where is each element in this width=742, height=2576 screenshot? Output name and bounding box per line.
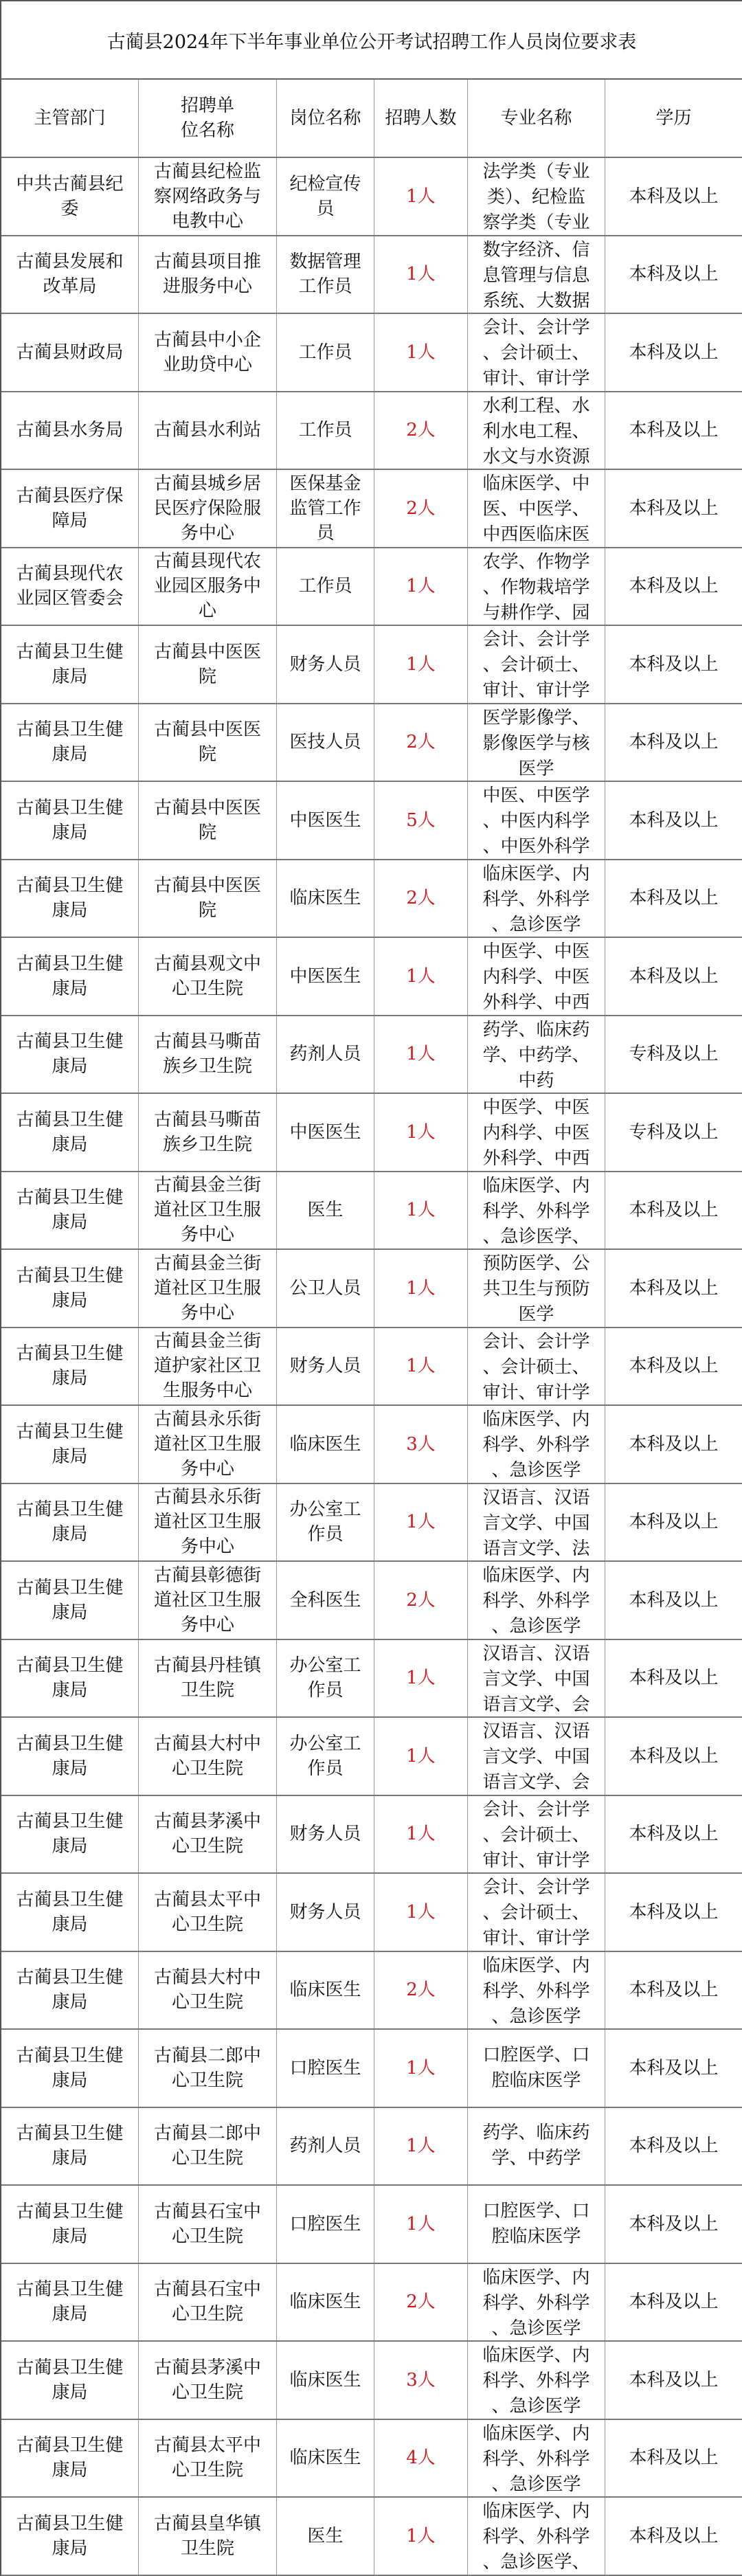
major-cell: 法学类（专业 类）、纪检监 察学类（专业	[468, 158, 605, 235]
post-cell: 办公室工 作员	[277, 1484, 374, 1561]
count-cell: 1人	[374, 1328, 468, 1405]
table-row	[1, 2264, 742, 2342]
major-cell: 口腔医学、口 腔临床医学	[468, 2030, 605, 2107]
table-row	[1, 782, 742, 860]
unit-cell: 古蔺县茅溪中 心卫生院	[139, 1796, 277, 1873]
education-cell: 本科及以上	[629, 732, 719, 753]
unit-cell: 古蔺县观文中 心卫生院	[139, 938, 277, 1015]
post-cell: 药剂人员	[277, 1016, 374, 1093]
table-row	[1, 1718, 742, 1796]
major-cell: 临床医学、内 科学、外科学 、急诊医学、	[468, 2498, 605, 2575]
count-cell: 1人	[374, 2498, 468, 2575]
table-row	[1, 548, 742, 627]
post-cell: 财务人员	[277, 1874, 374, 1951]
unit-cell: 古蔺县中小企 业助贷中心	[139, 314, 277, 391]
unit-cell: 古蔺县马嘶苗 族乡卫生院	[139, 1016, 277, 1093]
table-header-row	[1, 80, 742, 158]
unit-cell: 古蔺县二郎中 心卫生院	[139, 2030, 277, 2107]
count-cell: 2人	[374, 392, 468, 469]
dept-cell: 古蔺县卫生健 康局	[1, 704, 139, 781]
table-row	[1, 2030, 742, 2108]
dept-cell: 古蔺县现代农 业园区管委会	[1, 548, 139, 625]
post-cell: 全科医生	[277, 1562, 374, 1639]
unit-cell: 古蔺县项目推 进服务中心	[139, 236, 277, 313]
post-cell: 医技人员	[277, 704, 374, 781]
dept-cell: 古蔺县卫生健 康局	[1, 782, 139, 859]
dept-cell: 古蔺县卫生健 康局	[1, 860, 139, 937]
major-cell: 中医学、中医 内科学、中医 外科学、中西	[468, 938, 605, 1015]
dept-cell: 古蔺县卫生健 康局	[1, 1796, 139, 1873]
major-cell: 药学、临床药 学、中药学	[468, 2108, 605, 2185]
post-cell: 中医医生	[277, 1094, 374, 1171]
count-cell: 1人	[374, 2186, 468, 2263]
education-cell: 本科及以上	[629, 186, 719, 207]
dept-cell: 古蔺县水务局	[1, 392, 139, 469]
major-cell: 汉语言、汉语 言文学、中国 语言文学、法	[468, 1484, 605, 1561]
education-cell: 本科及以上	[629, 1980, 719, 2001]
major-cell: 会计、会计学 、会计硕士、 审计、审计学	[468, 1796, 605, 1873]
major-cell: 临床医学、内 科学、外科学 、急诊医学	[468, 1952, 605, 2029]
table-row	[1, 1484, 742, 1563]
count-cell: 1人	[374, 314, 468, 391]
dept-cell: 古蔺县卫生健 康局	[1, 1250, 139, 1327]
unit-cell: 古蔺县彰德街 道社区卫生服 务中心	[139, 1562, 277, 1639]
dept-cell: 古蔺县卫生健 康局	[1, 2498, 139, 2575]
unit-cell: 古蔺县二郎中 心卫生院	[139, 2108, 277, 2185]
post-cell: 临床医生	[277, 2264, 374, 2341]
table-row	[1, 1562, 742, 1640]
header-count: 招聘人数	[374, 80, 468, 157]
post-cell: 药剂人员	[277, 2108, 374, 2185]
education-cell: 本科及以上	[629, 2213, 719, 2235]
education-cell: 本科及以上	[629, 497, 719, 519]
count-cell: 1人	[374, 626, 468, 703]
dept-cell: 古蔺县卫生健 康局	[1, 2420, 139, 2497]
table-row	[1, 1640, 742, 1718]
count-cell: 2人	[374, 2264, 468, 2341]
unit-cell: 古蔺县马嘶苗 族乡卫生院	[139, 1094, 277, 1171]
major-cell: 临床医学、内 科学、外科学 、急诊医学	[468, 2342, 605, 2419]
major-cell: 汉语言、汉语 言文学、中国 语言文学、会	[468, 1640, 605, 1717]
table-row	[1, 2342, 742, 2420]
table-row	[1, 626, 742, 704]
major-cell: 临床医学、中 医、中医学、 中西医临床医	[468, 470, 605, 547]
education-cell: 本科及以上	[629, 1356, 719, 1377]
count-cell: 1人	[374, 158, 468, 235]
dept-cell: 中共古蔺县纪 委	[1, 158, 139, 235]
dept-cell: 古蔺县卫生健 康局	[1, 938, 139, 1015]
dept-cell: 古蔺县卫生健 康局	[1, 1172, 139, 1249]
major-cell: 药学、临床药 学、中药学、 中药	[468, 1016, 605, 1093]
education-cell: 本科及以上	[629, 888, 719, 909]
major-cell: 会计、会计学 、会计硕士、 审计、审计学	[468, 1874, 605, 1951]
education-cell: 本科及以上	[629, 2057, 719, 2079]
education-cell: 本科及以上	[629, 576, 719, 597]
major-cell: 数字经济、信 息管理与信息 系统、大数据	[468, 236, 605, 313]
post-cell: 口腔医生	[277, 2030, 374, 2107]
post-cell: 医生	[277, 1172, 374, 1249]
dept-cell: 古蔺县卫生健 康局	[1, 1952, 139, 2029]
post-cell: 医保基金 监管工作 员	[277, 470, 374, 547]
major-cell: 汉语言、汉语 言文学、中国 语言文学、会	[468, 1718, 605, 1795]
count-cell: 1人	[374, 1016, 468, 1093]
unit-cell: 古蔺县水利站	[139, 392, 277, 469]
unit-cell: 古蔺县茅溪中 心卫生院	[139, 2342, 277, 2419]
post-cell: 临床医生	[277, 2342, 374, 2419]
education-cell: 本科及以上	[629, 1824, 719, 1845]
count-cell: 3人	[374, 1406, 468, 1483]
major-cell: 预防医学、公 共卫生与预防 医学	[468, 1250, 605, 1327]
unit-cell: 古蔺县城乡居 民医疗保险服 务中心	[139, 470, 277, 547]
major-cell: 农学、作物学 、作物栽培学 与耕作学、园	[468, 548, 605, 625]
table-row	[1, 1016, 742, 1095]
table-row	[1, 1250, 742, 1328]
post-cell: 口腔医生	[277, 2186, 374, 2263]
unit-cell: 古蔺县中医医 院	[139, 782, 277, 859]
dept-cell: 古蔺县卫生健 康局	[1, 2030, 139, 2107]
unit-cell: 古蔺县金兰街 道社区卫生服 务中心	[139, 1172, 277, 1249]
count-cell: 1人	[374, 1874, 468, 1951]
major-cell: 临床医学、内 科学、外科学 、急诊医学	[468, 860, 605, 937]
education-cell: 本科及以上	[629, 2292, 719, 2313]
count-cell: 2人	[374, 1562, 468, 1639]
unit-cell: 古蔺县纪检监 察网络政务与 电教中心	[139, 158, 277, 235]
unit-cell: 古蔺县中医医 院	[139, 626, 277, 703]
dept-cell: 古蔺县卫生健 康局	[1, 1016, 139, 1093]
table-row	[1, 1172, 742, 1251]
dept-cell: 古蔺县卫生健 康局	[1, 1328, 139, 1405]
unit-cell: 古蔺县皇华镇 卫生院	[139, 2498, 277, 2575]
unit-cell: 古蔺县中医医 院	[139, 704, 277, 781]
unit-cell: 古蔺县太平中 心卫生院	[139, 1874, 277, 1951]
post-cell: 财务人员	[277, 1796, 374, 1873]
unit-cell: 古蔺县大村中 心卫生院	[139, 1718, 277, 1795]
major-cell: 会计、会计学 、会计硕士、 审计、审计学	[468, 1328, 605, 1405]
unit-cell: 古蔺县现代农 业园区服务中 心	[139, 548, 277, 625]
table-row	[1, 2420, 742, 2498]
table-row	[1, 2498, 742, 2576]
unit-cell: 古蔺县永乐街 道社区卫生服 务中心	[139, 1406, 277, 1483]
post-cell: 数据管理 工作员	[277, 236, 374, 313]
dept-cell: 古蔺县卫生健 康局	[1, 2108, 139, 2185]
count-cell: 1人	[374, 1172, 468, 1249]
table-title: 古蔺县2024年下半年事业单位公开考试招聘工作人员岗位要求表	[1, 0, 742, 80]
count-cell: 1人	[374, 1718, 468, 1795]
education-cell: 本科及以上	[629, 420, 719, 441]
major-cell: 会计、会计学 、会计硕士、 审计、审计学	[468, 314, 605, 391]
post-cell: 临床医生	[277, 860, 374, 937]
post-cell: 中医医生	[277, 782, 374, 859]
education-cell: 本科及以上	[629, 1200, 719, 1221]
major-cell: 临床医学、内 科学、外科学 、急诊医学	[468, 1406, 605, 1483]
table-body	[1, 158, 742, 2576]
table-row	[1, 470, 742, 548]
education-cell: 本科及以上	[629, 2136, 719, 2157]
table-row	[1, 860, 742, 939]
education-cell: 本科及以上	[629, 1433, 719, 1455]
education-cell: 本科及以上	[629, 809, 719, 831]
post-cell: 临床医生	[277, 1952, 374, 2029]
count-cell: 2人	[374, 860, 468, 937]
major-cell: 中医、中医学 、中医内科学 、中医外科学	[468, 782, 605, 859]
unit-cell: 古蔺县大村中 心卫生院	[139, 1952, 277, 2029]
count-cell: 1人	[374, 1796, 468, 1873]
post-cell: 办公室工 作员	[277, 1718, 374, 1795]
unit-cell: 古蔺县石宝中 心卫生院	[139, 2186, 277, 2263]
education-cell: 本科及以上	[629, 1589, 719, 1611]
count-cell: 2人	[374, 1952, 468, 2029]
unit-cell: 古蔺县太平中 心卫生院	[139, 2420, 277, 2497]
education-cell: 本科及以上	[629, 1745, 719, 1767]
dept-cell: 古蔺县卫生健 康局	[1, 1874, 139, 1951]
post-cell: 办公室工 作员	[277, 1640, 374, 1717]
major-cell: 医学影像学、 影像医学与核 医学	[468, 704, 605, 781]
count-cell: 1人	[374, 1484, 468, 1561]
education-cell: 本科及以上	[629, 341, 719, 363]
dept-cell: 古蔺县卫生健 康局	[1, 626, 139, 703]
header-unit: 招聘单 位名称	[139, 80, 277, 157]
major-cell: 水利工程、水 利水电工程、 水文与水资源	[468, 392, 605, 469]
post-cell: 纪检宣传 员	[277, 158, 374, 235]
count-cell: 1人	[374, 236, 468, 313]
major-cell: 临床医学、内 科学、外科学 、急诊医学	[468, 2264, 605, 2341]
major-cell: 临床医学、内 科学、外科学 、急诊医学	[468, 2420, 605, 2497]
unit-cell: 古蔺县永乐街 道社区卫生服 务中心	[139, 1484, 277, 1561]
table-row	[1, 1094, 742, 1172]
table-row	[1, 1406, 742, 1484]
count-cell: 1人	[374, 2030, 468, 2107]
post-cell: 公卫人员	[277, 1250, 374, 1327]
unit-cell: 古蔺县石宝中 心卫生院	[139, 2264, 277, 2341]
table-row	[1, 2108, 742, 2186]
education-cell: 专科及以上	[629, 1044, 719, 1065]
dept-cell: 古蔺县财政局	[1, 314, 139, 391]
dept-cell: 古蔺县卫生健 康局	[1, 1094, 139, 1171]
dept-cell: 古蔺县医疗保 障局	[1, 470, 139, 547]
table-row	[1, 236, 742, 315]
count-cell: 3人	[374, 2342, 468, 2419]
header-dept: 主管部门	[1, 80, 139, 157]
education-cell: 本科及以上	[629, 1512, 719, 1533]
education-cell: 本科及以上	[629, 2369, 719, 2390]
education-cell: 专科及以上	[629, 1121, 719, 1143]
major-cell: 会计、会计学 、会计硕士、 审计、审计学	[468, 626, 605, 703]
table-row	[1, 704, 742, 783]
dept-cell: 古蔺县卫生健 康局	[1, 1484, 139, 1561]
education-cell: 本科及以上	[629, 653, 719, 675]
table-row	[1, 938, 742, 1016]
education-cell: 本科及以上	[629, 264, 719, 285]
education-cell: 本科及以上	[629, 1668, 719, 1689]
count-cell: 1人	[374, 1250, 468, 1327]
count-cell: 5人	[374, 782, 468, 859]
table-row	[1, 1328, 742, 1407]
dept-cell: 古蔺县卫生健 康局	[1, 1406, 139, 1483]
count-cell: 1人	[374, 548, 468, 625]
header-education: 学历	[655, 108, 692, 128]
count-cell: 1人	[374, 1094, 468, 1171]
education-cell: 本科及以上	[629, 1277, 719, 1299]
dept-cell: 古蔺县发展和 改革局	[1, 236, 139, 313]
major-cell: 临床医学、内 科学、外科学 、急诊医学、	[468, 1172, 605, 1249]
dept-cell: 古蔺县卫生健 康局	[1, 1718, 139, 1795]
dept-cell: 古蔺县卫生健 康局	[1, 2264, 139, 2341]
header-major: 专业名称	[468, 80, 605, 157]
post-cell: 工作员	[277, 392, 374, 469]
unit-cell: 古蔺县丹桂镇 卫生院	[139, 1640, 277, 1717]
major-cell: 临床医学、内 科学、外科学 、急诊医学	[468, 1562, 605, 1639]
table-row	[1, 1874, 742, 1952]
table-row	[1, 2186, 742, 2264]
count-cell: 2人	[374, 470, 468, 547]
education-cell: 本科及以上	[629, 2448, 719, 2469]
table-row	[1, 392, 742, 471]
table-row	[1, 314, 742, 392]
count-cell: 1人	[374, 2108, 468, 2185]
post-cell: 中医医生	[277, 938, 374, 1015]
count-cell: 1人	[374, 1640, 468, 1717]
major-cell: 中医学、中医 内科学、中医 外科学、中西	[468, 1094, 605, 1171]
dept-cell: 古蔺县卫生健 康局	[1, 2186, 139, 2263]
table-row	[1, 1952, 742, 2030]
post-cell: 财务人员	[277, 1328, 374, 1405]
header-post: 岗位名称	[277, 80, 374, 157]
dept-cell: 古蔺县卫生健 康局	[1, 1562, 139, 1639]
dept-cell: 古蔺县卫生健 康局	[1, 1640, 139, 1717]
education-cell: 本科及以上	[629, 1901, 719, 1923]
post-cell: 医生	[277, 2498, 374, 2575]
count-cell: 1人	[374, 938, 468, 1015]
post-cell: 工作员	[277, 314, 374, 391]
dept-cell: 古蔺县卫生健 康局	[1, 2342, 139, 2419]
post-cell: 临床医生	[277, 2420, 374, 2497]
unit-cell: 古蔺县金兰街 道护家社区卫 生服务中心	[139, 1328, 277, 1405]
post-cell: 财务人员	[277, 626, 374, 703]
count-cell: 4人	[374, 2420, 468, 2497]
count-cell: 2人	[374, 704, 468, 781]
education-cell: 本科及以上	[629, 965, 719, 987]
major-cell: 口腔医学、口 腔临床医学	[468, 2186, 605, 2263]
table-row	[1, 158, 742, 236]
unit-cell: 古蔺县金兰街 道社区卫生服 务中心	[139, 1250, 277, 1327]
post-cell: 临床医生	[277, 1406, 374, 1483]
post-cell: 工作员	[277, 548, 374, 625]
education-cell: 本科及以上	[629, 2525, 719, 2546]
table-row	[1, 1796, 742, 1874]
unit-cell: 古蔺县中医医 院	[139, 860, 277, 937]
